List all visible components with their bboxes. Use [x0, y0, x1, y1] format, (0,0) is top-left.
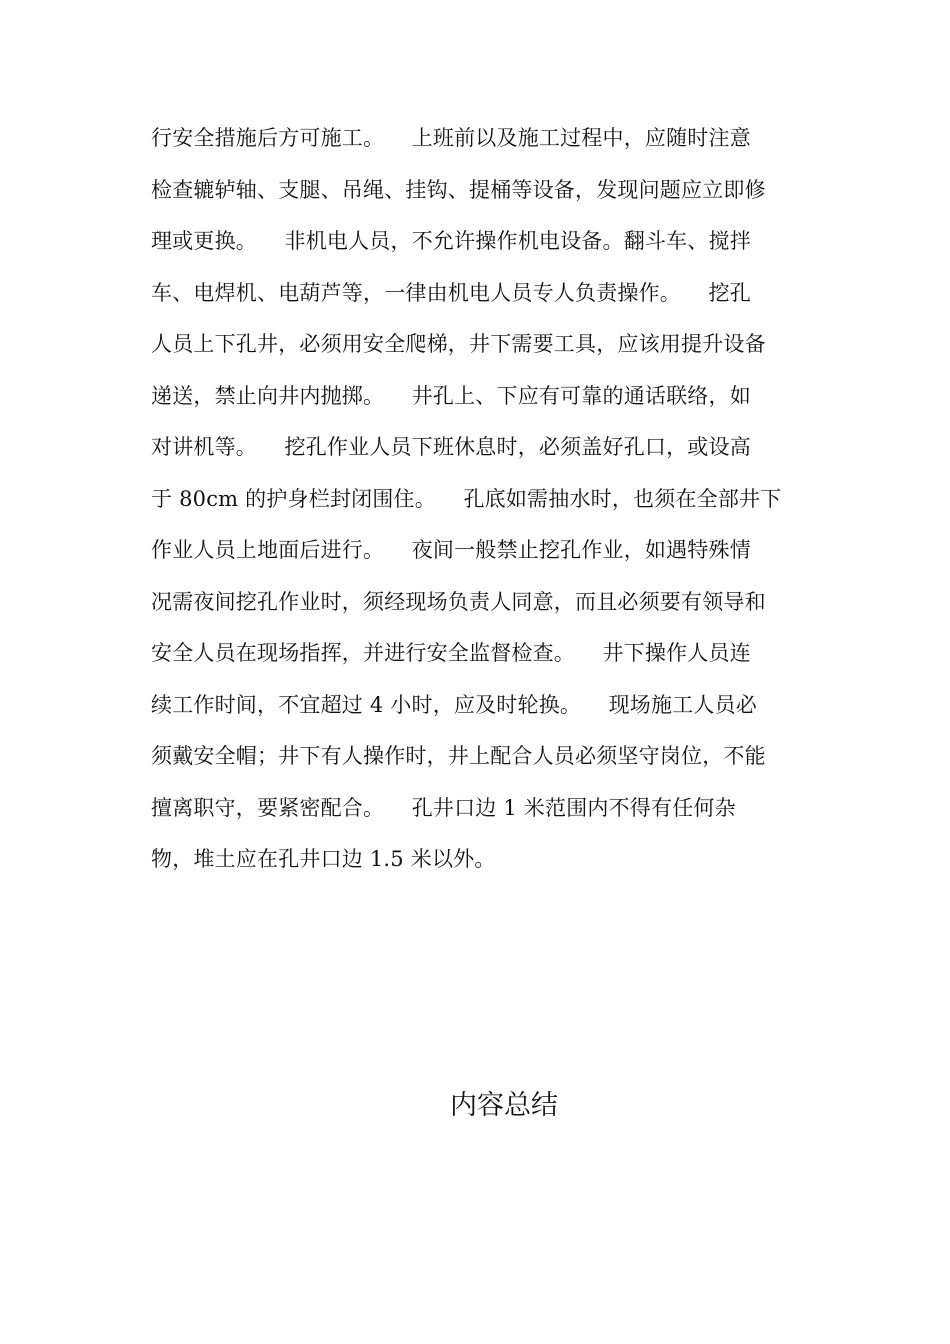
text-line: 人员上下孔井，必须用安全爬梯，井下需要工具，应该用提升设备 [151, 332, 766, 356]
text-line: 检查辘轳轴、支腿、吊绳、挂钩、提桶等设备，发现问题应立即修 [151, 177, 766, 202]
text-line: 行安全措施后方可施工。 上班前以及施工过程中，应随时注意 [151, 126, 751, 150]
text-line: 车、电焊机、电葫芦等，一律由机电人员专人负责操作。 挖孔 [151, 280, 751, 305]
text-line: 安全人员在现场指挥，并进行安全监督检查。 井下操作人员连 [151, 641, 751, 665]
text-line: 况需夜间挖孔作业时，须经现场负责人同意，而且必须要有领导和 [151, 589, 766, 614]
text-line: 须戴安全帽；井下有人操作时，井上配合人员必须坚守岗位，不能 [151, 744, 766, 768]
text-line: 于 80cm 的护身栏封闭围住。 孔底如需抽水时，也须在全部井下 [151, 486, 782, 511]
text-line: 擅离职守，要紧密配合。 孔井口边 1 米范围内不得有任何杂 [151, 795, 736, 820]
text-line: 物，堆土应在孔井口边 1.5 米以外。 [151, 847, 496, 871]
text-line: 作业人员上地面后进行。 夜间一般禁止挖孔作业，如遇特殊情 [151, 538, 751, 562]
body-text [151, 116, 811, 889]
text-line: 对讲机等。 挖孔作业人员下班休息时，必须盖好孔口，或设高 [151, 435, 751, 459]
summary-heading: 内容总结 [450, 1090, 558, 1121]
text-line: 理或更换。 非机电人员，不允许操作机电设备。翻斗车、搅拌 [151, 229, 751, 253]
text-line: 续工作时间，不宜超过 4 小时，应及时轮换。 现场施工人员必 [151, 692, 758, 717]
text-line: 递送，禁止向井内抛掷。 井孔上、下应有可靠的通话联络，如 [151, 383, 751, 408]
